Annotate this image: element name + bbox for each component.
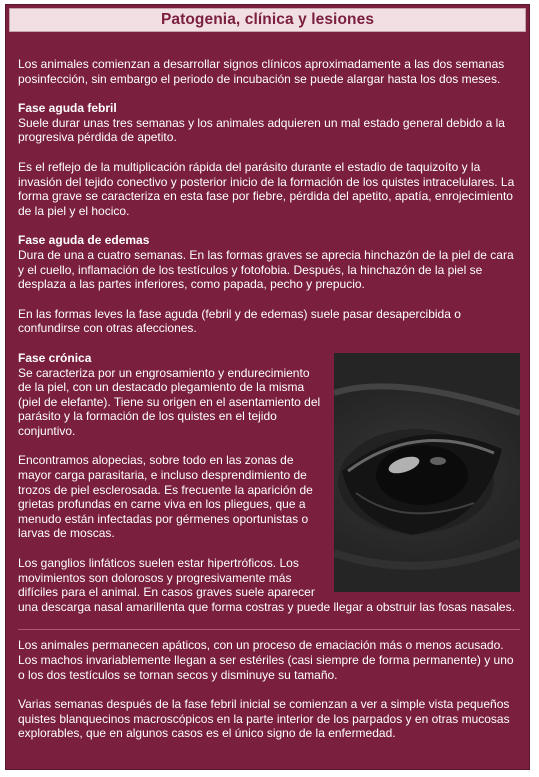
section-heading: Fase aguda de edemas <box>18 233 150 248</box>
section-paragraph: Los animales permanecen apáticos, con un proceso de emaciación más o menos acusado. Los machos invariablemente llegan a ser estériles (casi siempre de forma permanente) y uno o los dos testículos se tornan secos y disminuye su tamaño. <box>18 638 514 682</box>
section-paragraph: Varias semanas después de la fase febril inicial se comienzan a ver a simple vista pequeños quistes blanquecinos macroscópicos en la parte interior de los parpados y en otras mucosas explorables, que en algunos casos es el único signo de la enfermedad. <box>18 697 510 741</box>
lower-section <box>18 629 520 741</box>
section-paragraph: Es el reflejo de la multiplicación rápida del parásito durante el estadio de taquizoíto y la invasión del tejido conectivo y posterior inicio de la formación de los quistes intracelulares. La forma grave se caracteriza en esta fase por fiebre, pérdida del apetito, apatía, enrojecimiento de la piel y el hocico. <box>18 159 515 218</box>
eye-photo <box>334 353 520 592</box>
section-text: Dura de una a cuatro semanas. En las formas graves se aprecia hinchazón de la piel de cara y el cuello, inflamación de los testículos y fotofobia. Después, la hinchazón de la piel se desplaza a las partes inferiores, como papada, pecho y prepucio. <box>18 247 514 292</box>
section-text: Suele durar unas tres semanas y los animales adquieren un mal estado general debido a la progresiva pérdida de apetito. <box>18 115 505 145</box>
section-fase-cronica <box>18 351 520 615</box>
section-fase-aguda-edemas <box>18 233 520 291</box>
section-fase-aguda-febril <box>18 101 520 145</box>
intro-paragraph: Los animales comienzan a desarrollar signos clínicos aproximadamente a las dos semanas posinfección, sin embargo el periodo de incubación se puede alargar hasta los dos meses. <box>18 57 505 86</box>
content-panel <box>5 4 530 770</box>
section-paragraph: En las formas leves la fase aguda (febril y de edemas) suele pasar desapercibida o confundirse con otras afecciones. <box>18 306 461 336</box>
section-text: Se caracteriza por un engrosamiento y endurecimiento de la piel, con un destacado plegamiento de la misma (piel de elefante). Tiene su origen en el asentamiento del parásito y la formación de los quistes en el tejido conjuntivo. <box>18 365 321 438</box>
section-paragraph: Encontramos alopecias, sobre todo en las zonas de mayor carga parasitaria, e incluso desprendimiento de trozos de piel esclerosada. Es frecuente la aparición de grietas profundas en carne viva en los pliegues, que a menudo están infectadas por gérmenes oportunistas o larvas de moscas. <box>18 453 313 541</box>
section-paragraph: Los ganglios linfáticos suelen estar hipertróficos. Los movimientos son dolorosos y progresivamente más difíciles para el animal. En casos graves suele aparecer una descarga nasal amarillenta que forma costras y puede llegar a obstruir las fosas nasales. <box>18 556 515 614</box>
section-heading: Fase crónica <box>18 350 92 365</box>
eye-illustration <box>334 353 520 592</box>
title-bar <box>9 8 526 32</box>
article-body <box>18 57 520 756</box>
page-title: Patogenia, clínica y lesiones <box>160 11 375 28</box>
section-heading: Fase aguda febril <box>18 101 117 116</box>
